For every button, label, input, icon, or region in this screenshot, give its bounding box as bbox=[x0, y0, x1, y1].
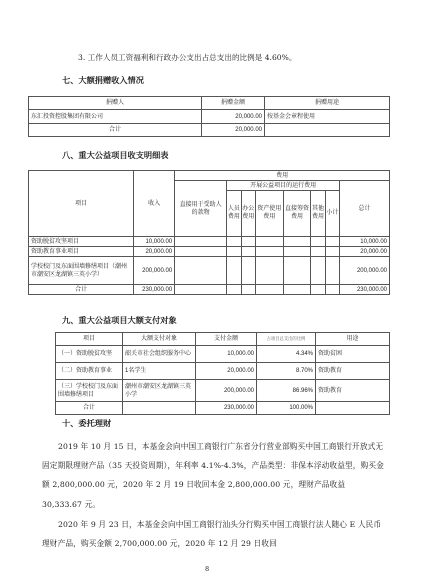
col-header-project: 项目 bbox=[29, 171, 134, 237]
total-ratio: 100.00% bbox=[257, 402, 316, 415]
project-total: 20,000.00 bbox=[340, 247, 390, 257]
project-total: 200,000.00 bbox=[340, 257, 390, 285]
donation-purpose: 按基金会章程使用 bbox=[265, 110, 390, 124]
total-row bbox=[29, 285, 390, 295]
wealth-management-paragraph-1: 2019 年 10 月 15 日，本基金会向中国工商银行广东省分行营业部购买中国工商银行开放式无固定期限理财产品（35 天投资周期），年利率 4.1%-4.3%，产品类型：非保本浮动收益型，购买金额 2,800,000.00 元，2020 年 2 月 19 日收回本金 2,800,000.00 元，理财产品收益 30,333.67 元。 bbox=[42, 442, 384, 509]
col-header-payee: 大额支付对象 bbox=[123, 333, 196, 346]
project-name: 学校校门及东面围墙修缮项目（潮州市潮安区龙湖镇三英小学） bbox=[29, 257, 134, 285]
col-header-other: 其他费用 bbox=[311, 191, 325, 237]
payment-amount: 20,000.00 bbox=[196, 363, 257, 380]
item-name: （一）资助脱贫攻坚 bbox=[56, 346, 123, 363]
total-expense: 230,000.00 bbox=[340, 285, 390, 295]
col-header-operating-costs: 开展公益项目的运行费用 bbox=[227, 181, 340, 191]
project-total: 10,000.00 bbox=[340, 237, 390, 247]
payment-use: 资助贫困 bbox=[316, 346, 390, 363]
total-amount: 20,000.00 bbox=[202, 124, 265, 137]
total-label: 合计 bbox=[56, 402, 123, 415]
payee-name: 潮州市潮安区龙湖镇三英小学 bbox=[123, 380, 196, 402]
donor-name: 东汇投资控股集团有限公司 bbox=[29, 110, 202, 124]
payee-name: 1名学生 bbox=[123, 363, 196, 380]
total-row bbox=[29, 124, 390, 137]
project-income: 20,000.00 bbox=[134, 247, 175, 257]
section-9-title: 九、重大公益项目大额支付对象 bbox=[62, 315, 177, 325]
total-amount: 230,000.00 bbox=[196, 402, 257, 415]
item-name: （二）资助教育事业 bbox=[56, 363, 123, 380]
col-header-ratio: 占项目总支出的比例 bbox=[257, 333, 316, 346]
page-number: 8 bbox=[205, 565, 210, 573]
section-8-title: 八、重大公益项目收支明细表 bbox=[62, 150, 169, 160]
total-label: 合计 bbox=[29, 285, 134, 295]
col-header-direct-aid: 直接用于受助人的款物 bbox=[175, 181, 227, 237]
col-header-staff: 人员费用 bbox=[227, 191, 241, 237]
total-purpose bbox=[265, 124, 390, 137]
col-header-office: 办公费用 bbox=[241, 191, 255, 237]
col-header-payment: 支付金额 bbox=[196, 333, 257, 346]
payment-use: 资助教育 bbox=[316, 363, 390, 380]
payee-name: 韶关市社会组织服务中心 bbox=[123, 346, 196, 363]
col-header-subtotal: 小计 bbox=[325, 191, 339, 237]
col-header-item: 项目 bbox=[56, 333, 123, 346]
col-header-asset-use: 资产使用费用 bbox=[255, 191, 283, 237]
wealth-management-paragraph-2: 2020 年 9 月 23 日，本基金会向中国工商银行汕头分行购买中国工商银行法人随心 E 人民币理财产品，购买金额 2,700,000.00 元，2020 年 12 月 29 日收回 bbox=[42, 520, 382, 549]
col-header-fundraising: 直接筹资费用 bbox=[283, 191, 311, 237]
section-10-title: 十、委托理财 bbox=[62, 418, 112, 428]
total-row bbox=[56, 402, 390, 415]
ratio-statement: 3. 工作人员工资福利和行政办公支出占总支出的比例是 4.60%。 bbox=[78, 53, 297, 62]
table-row bbox=[29, 247, 390, 257]
col-header-expense: 费用 bbox=[175, 171, 390, 181]
col-header-income: 收入 bbox=[134, 171, 175, 237]
payment-use: 资助教育 bbox=[316, 380, 390, 402]
project-expense-table bbox=[28, 170, 390, 295]
total-payee bbox=[123, 402, 196, 415]
total-label: 合计 bbox=[29, 124, 202, 137]
table-row bbox=[56, 363, 390, 380]
col-header-total: 总计 bbox=[340, 181, 390, 237]
col-header-purpose: 捐赠用途 bbox=[265, 97, 390, 110]
table-row bbox=[29, 237, 390, 247]
table-row bbox=[29, 110, 390, 124]
payment-ratio: 8.70% bbox=[257, 363, 316, 380]
project-income: 200,000.00 bbox=[134, 257, 175, 285]
payment-amount: 200,000.00 bbox=[196, 380, 257, 402]
col-header-donor: 捐赠人 bbox=[29, 97, 202, 110]
payment-ratio: 4.34% bbox=[257, 346, 316, 363]
payment-amount: 10,000.00 bbox=[196, 346, 257, 363]
item-name: （三）学校校门及东面围墙修缮项目 bbox=[56, 380, 123, 402]
table-row bbox=[56, 346, 390, 363]
total-income: 230,000.00 bbox=[134, 285, 175, 295]
col-header-use: 用途 bbox=[316, 333, 390, 346]
donation-table bbox=[28, 96, 390, 137]
donation-amount: 20,000.00 bbox=[202, 110, 265, 124]
project-name: 资助脱贫攻坚项目 bbox=[29, 237, 134, 247]
section-7-title: 七、大额捐赠收入情况 bbox=[62, 75, 144, 85]
table-row bbox=[29, 257, 390, 285]
project-name: 资助教育事业项目 bbox=[29, 247, 134, 257]
table-row bbox=[56, 380, 390, 402]
payment-ratio: 86.96% bbox=[257, 380, 316, 402]
project-income: 10,000.00 bbox=[134, 237, 175, 247]
col-header-amount: 捐赠金额 bbox=[202, 97, 265, 110]
total-use bbox=[316, 402, 390, 415]
large-payment-table bbox=[55, 332, 390, 415]
